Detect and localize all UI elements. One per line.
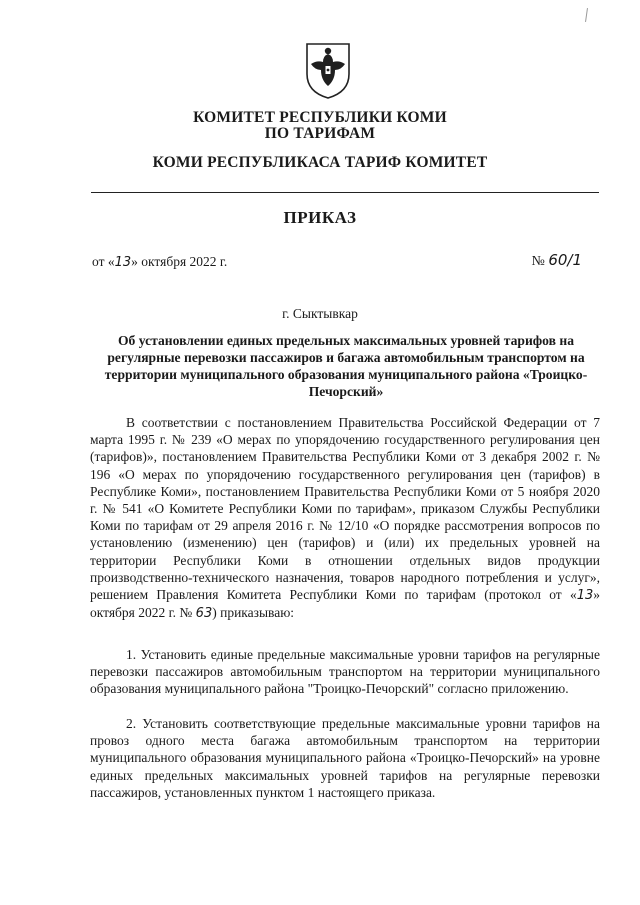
order-item-2 bbox=[90, 715, 600, 801]
org-name-line2: ПО ТАРИФАМ bbox=[264, 125, 376, 142]
date-prefix: от « bbox=[92, 254, 115, 269]
komi-coat-of-arms-icon bbox=[303, 40, 353, 100]
protocol-day-handwritten: 13 bbox=[576, 588, 594, 604]
order-item-1-text: 1. Установить единые предельные максимальные уровни тарифов на регулярные перевозки пассажиров автомобильным транспортом на территории муниципального образования муниципального района "Троицко-Печорский" согласно приложению. bbox=[90, 647, 600, 697]
order-number bbox=[531, 251, 582, 270]
protocol-number-handwritten: 63 bbox=[195, 606, 213, 622]
date-day-handwritten: 13 bbox=[114, 255, 132, 270]
scan-artifact bbox=[585, 8, 588, 22]
date-suffix: » октября 2022 г. bbox=[131, 254, 228, 269]
preamble-paragraph bbox=[90, 414, 600, 622]
order-item-2-text: 2. Установить соответствующие предельные максимальные уровни тарифов на провоз одного места багажа автомобильным транспортом на территории муниципального образования муниципального района «Троицко-Печорский» на уровне единых предельных максимальных уровней тарифов на регулярные перевозки пассажиров, установленных пунктом 1 настоящего приказа. bbox=[90, 716, 600, 800]
document-type: ПРИКАЗ bbox=[283, 208, 357, 227]
header-divider bbox=[91, 192, 599, 193]
org-name-komi: КОМИ РЕСПУБЛИКАСА ТАРИФ КОМИТЕТ bbox=[152, 154, 488, 171]
number-handwritten: 60/1 bbox=[548, 251, 582, 269]
preamble-end: ) приказываю: bbox=[212, 605, 295, 621]
order-city: г. Сыктывкар bbox=[282, 306, 358, 321]
number-prefix: № bbox=[531, 254, 549, 269]
order-date bbox=[92, 254, 227, 270]
preamble-mid: » октября 2022 г. № bbox=[90, 587, 600, 621]
preamble-main: В соответствии с постановлением Правительства Российской Федерации от 7 марта 1995 г. № 239 «О мерах по упорядочению государственного регулирования цен (тарифов)», постановлением Правительства Республики Коми от 3 декабря 2002 г. № 196 «О мерах по упорядочению государственного регулирования цен (тарифов) в Республике Коми», постановлением Правительства Республики Коми от 5 ноября 2020 г. № 541 «О Комитете Республики Коми по тарифам», приказом Службы Республики Коми по тарифам от 29 апреля 2016 г. № 12/10 «О порядке рассмотрения вопросов по установлению (изменению) цен (тарифов) и (или) их предельных уровней на территории Республики Коми в отношении отдельных видов продукции производственно-технического назначения, товаров народного потребления и услуг», решением Правления Комитета Республики Коми по тарифам (протокол от « bbox=[90, 415, 600, 603]
order-item-1 bbox=[90, 646, 600, 698]
document-title: Об установлении единых предельных максимальных уровней тарифов на регулярные перевозки пассажиров и багажа автомобильным транспортом на территории муниципального образования муниципального района «Троицко-Печорский» bbox=[104, 333, 588, 399]
org-name-line1: КОМИТЕТ РЕСПУБЛИКИ КОМИ bbox=[193, 109, 447, 126]
